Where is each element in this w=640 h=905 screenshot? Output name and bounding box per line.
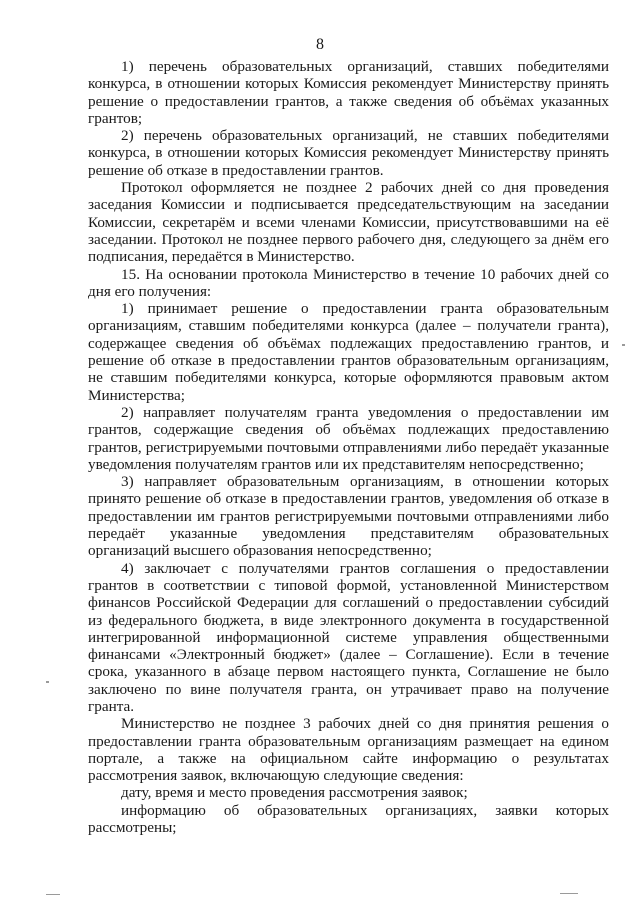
page-number: 8 bbox=[316, 36, 324, 53]
paragraph-1: 1) перечень образовательных организаций, ставших победителями конкурса, в отношении которых Комиссия рекомендует Министерству принять решение о предоставлении грантов, а также сведения об объёмах указанных грантов; bbox=[88, 58, 609, 127]
paragraph-3: Протокол оформляется не позднее 2 рабочих дней со дня проведения заседания Комиссии и подписывается председательствующим на заседании Комиссии, секретарём и всеми членами Комиссии, присутствовавшими на её заседании. Протокол не позднее первого рабочего дня, следующего за днём его подписания, передаётся в Министерство. bbox=[88, 179, 609, 266]
paragraph-6: 2) направляет получателям гранта уведомления о предоставлении им грантов, содержащие сведения об объёмах подлежащих предоставлению грантов, регистрируемыми почтовыми отправлениями либо передаёт указанные уведомления получателям грантов или их представителям непосредственно; bbox=[88, 403, 609, 473]
scan-speck bbox=[46, 894, 60, 895]
paragraph-5: 1) принимает решение о предоставлении гранта образовательным организациям, ставшим победителями конкурса (далее – получатели гранта), содержащее сведения об объёмах подлежащих предоставлению грантов, и решение об отказе в предоставлении грантов образовательным организациям, не ставшим победителями конкурса, которые оформляются правовым актом Министерства; bbox=[88, 300, 609, 404]
document-body bbox=[88, 58, 609, 836]
paragraph-4: 15. На основании протокола Министерство в течение 10 рабочих дней со дня его получения: bbox=[88, 265, 609, 300]
paragraph-10: дату, время и место проведения рассмотрения заявок; bbox=[121, 784, 468, 802]
paragraph-11: информацию об образовательных организациях, заявки которых рассмотрены; bbox=[88, 801, 609, 837]
paragraph-7: 3) направляет образовательным организациям, в отношении которых принято решение об отказе в предоставлении грантов, уведомления об отказе в предоставлении им грантов регистрируемыми почтовыми отправлениями либо передаёт указанные уведомления представителям образовательных организаций высшего образования непосредственно; bbox=[88, 473, 609, 560]
scan-speck bbox=[560, 893, 578, 894]
scan-speck bbox=[622, 344, 625, 346]
scan-speck bbox=[46, 681, 49, 683]
paragraph-2: 2) перечень образовательных организаций, не ставших победителями конкурса, в отношении которых Комиссия рекомендует Министерству принять решение об отказе в предоставлении грантов. bbox=[88, 127, 609, 179]
paragraph-9: Министерство не позднее 3 рабочих дней со дня принятия решения о предоставлении гранта образовательным организациям размещает на едином портале, а также на официальном сайте информацию о результатах рассмотрения заявок, включающую следующие сведения: bbox=[88, 715, 609, 785]
paragraph-8: 4) заключает с получателями грантов соглашения о предоставлении грантов в соответствии с типовой формой, установленной Министерством финансов Российской Федерации для соглашений о предоставлении субсидий из федерального бюджета, в виде электронного документа в государственной интегрированной информационной системе управления общественными финансами «Электронный бюджет» (далее – Соглашение). Если в течение срока, указанного в абзаце первом настоящего пункта, Соглашение не было заключено по вине получателя гранта, он утрачивает право на получение гранта. bbox=[88, 559, 609, 715]
